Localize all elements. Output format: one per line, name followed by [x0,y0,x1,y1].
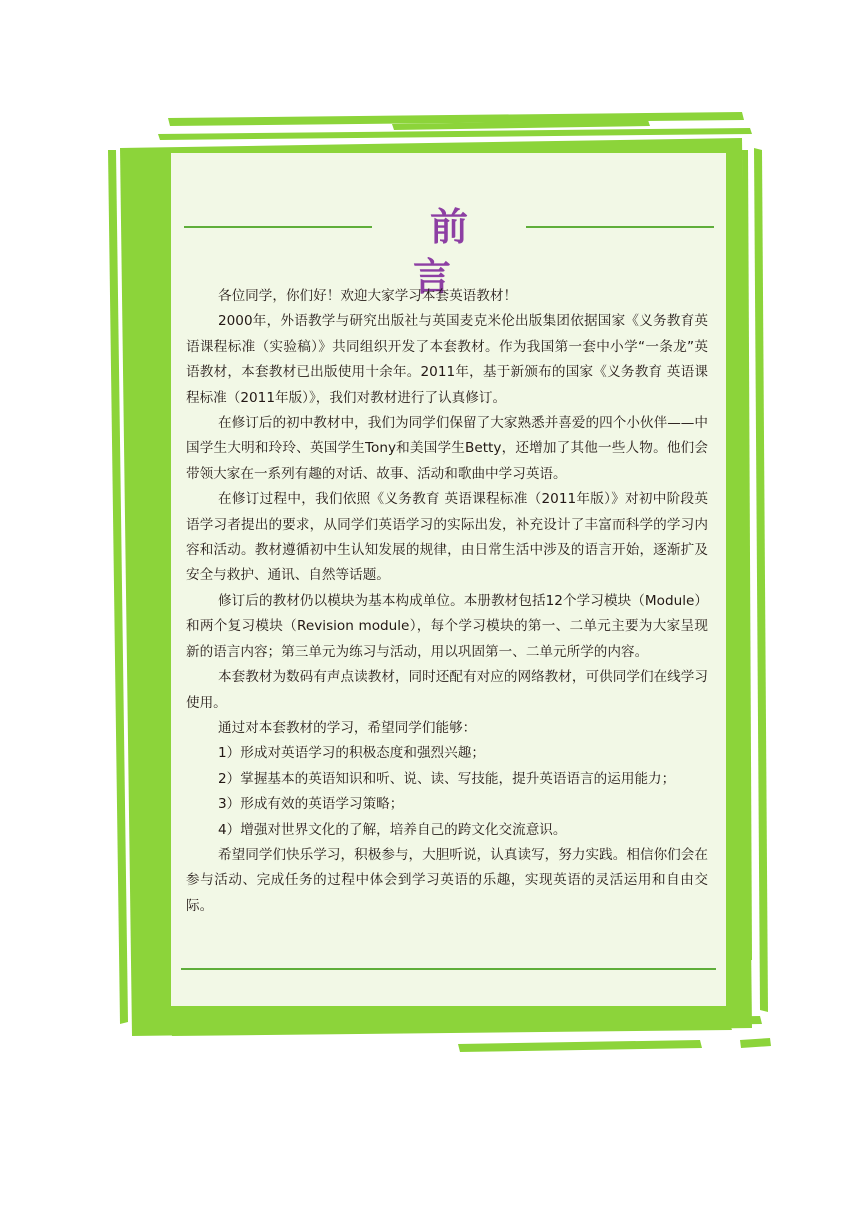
goal-item: 1）形成对英语学习的积极态度和强烈兴趣； [218,745,485,762]
paragraph-revision: 在修订过程中，我们依照《义务教育 英语课程标准（2011年版）》对初中阶段英语学习者提出的要求，从同学们英语学习的实际出发，补充设计了丰富而科学的学习内容和活动。教材遵循初中生认知发展的规律，由日常生活中涉及的语言开始，逐渐扩及安全与救护、通讯、自然等话题。 [186,491,708,584]
preface-body [186,284,708,919]
paragraph-greeting: 各位同学，你们好！欢迎大家学习本套英语教材！ [218,288,518,304]
goal-item: 2）掌握基本的英语知识和听、说、读、写技能，提升英语语言的运用能力； [218,770,676,787]
goal-item: 3）形成有效的英语学习策略； [218,796,404,813]
paragraph-digital: 本套教材为数码有声点读教材，同时还配有对应的网络教材，可供同学们在线学习使用。 [186,669,708,711]
paragraph-characters: 在修订后的初中教材中，我们为同学们保留了大家熟悉并喜爱的四个小伙伴——中国学生大明和玲玲、英国学生Tony和美国学生Betty，还增加了其他一些人物。他们会带领大家在一系列有趣的对话、故事、活动和歌曲中学习英语。 [186,415,708,482]
frame-stroke-bottom-3 [458,1040,702,1052]
title-rule-right [526,226,714,228]
paragraph-goals-intro: 通过对本套教材的学习，希望同学们能够： [218,719,477,736]
title-rule-left [184,226,372,228]
paragraph-history: 2000年，外语教学与研究出版社与英国麦克米伦出版集团依据国家《义务教育英语课程标准（实验稿）》共同组织开发了本套教材。作为我国第一套中小学“一条龙”英语教材，本套教材已出版使用十余年。2011年，基于新颁布的国家《义务教育 英语课程标准（2011年版）》，我们对教材进行了认真修订。 [186,313,708,406]
goal-item: 4）增强对世界文化的了解，培养自己的跨文化交流意识。 [218,821,567,838]
paragraph-closing: 希望同学们快乐学习，积极参与，大胆听说，认真读写，努力实践。相信你们会在参与活动、完成任务的过程中体会到学习英语的乐趣，实现英语的灵活运用和自由交际。 [186,846,708,914]
bottom-rule [181,968,716,970]
frame-stroke-right-1 [754,148,768,1012]
frame-stroke-bottom-4 [740,1038,771,1048]
page-title: 前言 [412,205,502,299]
paragraph-modules: 修订后的教材仍以模块为基本构成单位。本册教材包括12个学习模块（Module）和两个复习模块（Revision module），每个学习模块的第一、二单元主要为大家呈现新的语言内容；第三单元为练习与活动，用以巩固第一、二单元所学的内容。 [186,592,708,660]
frame-stroke-top-2 [158,128,752,140]
